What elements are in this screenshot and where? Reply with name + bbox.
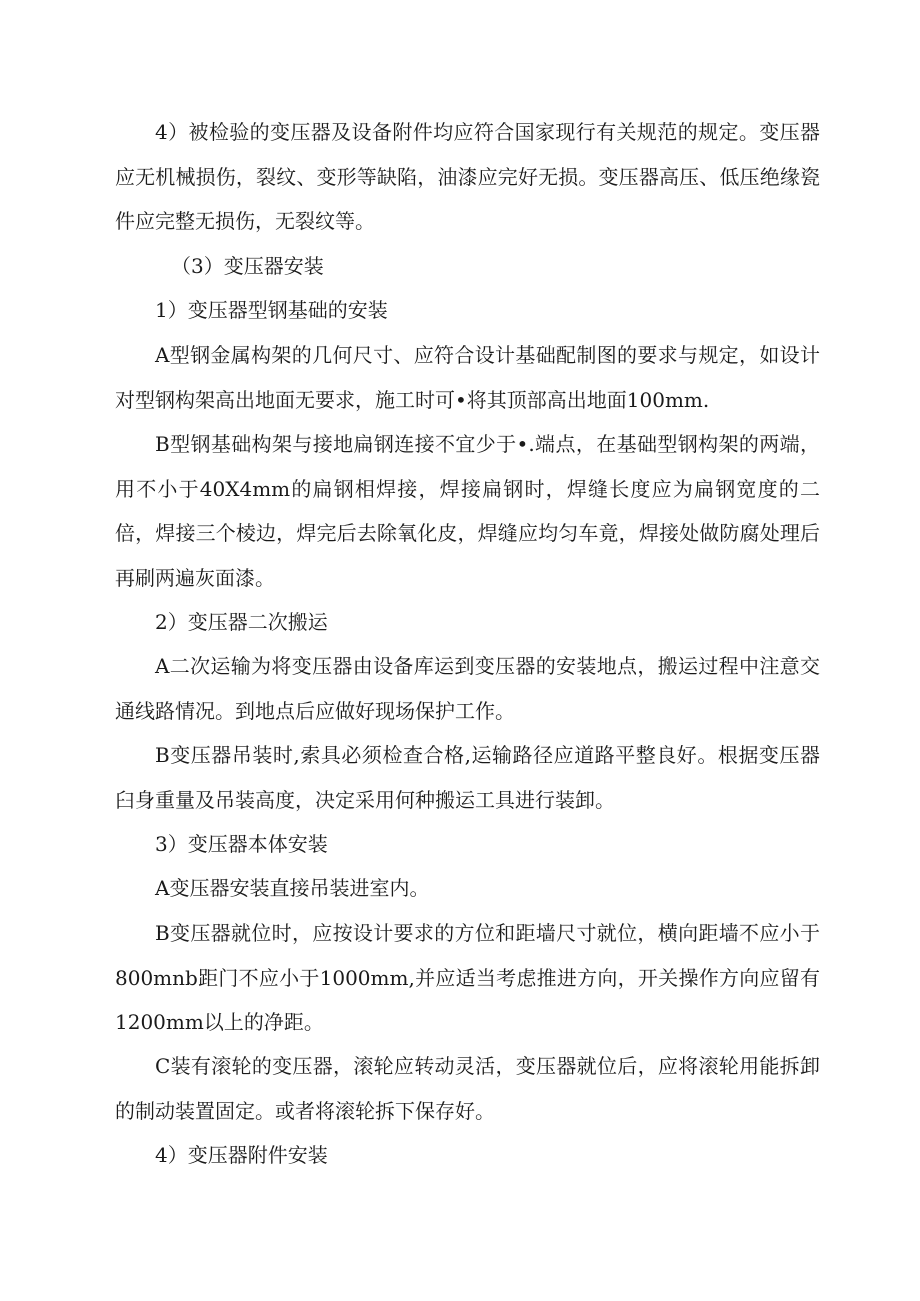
paragraph-inspection-requirements: 4）被检验的变压器及设备附件均应符合国家现行有关规范的规定。变压器应无机械损伤，裂纹、变形等缺陷，油漆应完好无损。变压器高压、低压绝缘瓷件应完整无损伤，无裂纹等。 [115,120,820,233]
paragraph-steel-frame-dimensions: A型钢金属构架的几何尺寸、应符合设计基础配制图的要求与规定，如设计对型钢构架高出地面无要求，施工时可•将其顶部高出地面100mm. [115,343,820,412]
paragraph-grounding-connection: B型钢基础构架与接地扁钢连接不宜少于•.端点，在基础型钢构架的两端，用不小于40X4mm的扁钢相焊接，焊接扁钢时，焊缝长度应为扁钢宽度的二倍，焊接三个棱边，焊完后去除氧化皮，焊缝应均匀车竟，焊接处做防腐处理后再刷两遍灰面漆。 [115,432,820,590]
paragraph-direct-hoist: A变压器安装直接吊装进室内。 [155,876,430,900]
paragraph-secondary-transport: A二次运输为将变压器由设备库运到变压器的安装地点，搬运过程中注意交通线路情况。到地点后应做好现场保护工作。 [115,654,820,723]
paragraph-rollers: C装有滚轮的变压器，滚轮应转动灵活，变压器就位后，应将滚轮用能拆卸的制动装置固定。或者将滚轮拆下保存好。 [115,1054,820,1123]
subsection-heading-steel-foundation: 1）变压器型钢基础的安装 [155,298,388,322]
section-heading-transformer-installation: （3）变压器安装 [171,254,324,278]
paragraph-hoisting: B变压器吊装时,索具必须检查合格,运输路径应道路平整良好。根据变压器臼身重量及吊装高度，决定采用何种搬运工具进行装卸。 [115,743,820,812]
subsection-heading-secondary-transport: 2）变压器二次搬运 [155,610,328,634]
subsection-heading-accessories: 4）变压器附件安装 [155,1143,328,1167]
subsection-heading-body-installation: 3）变压器本体安装 [155,832,328,856]
paragraph-positioning: B变压器就位时，应按设计要求的方位和距墙尺寸就位，横向距墙不应小于800mnb距门不应小于1000mm,并应适当考虑推进方向，开关操作方向应留有1200mm以上的净距。 [115,921,820,1034]
